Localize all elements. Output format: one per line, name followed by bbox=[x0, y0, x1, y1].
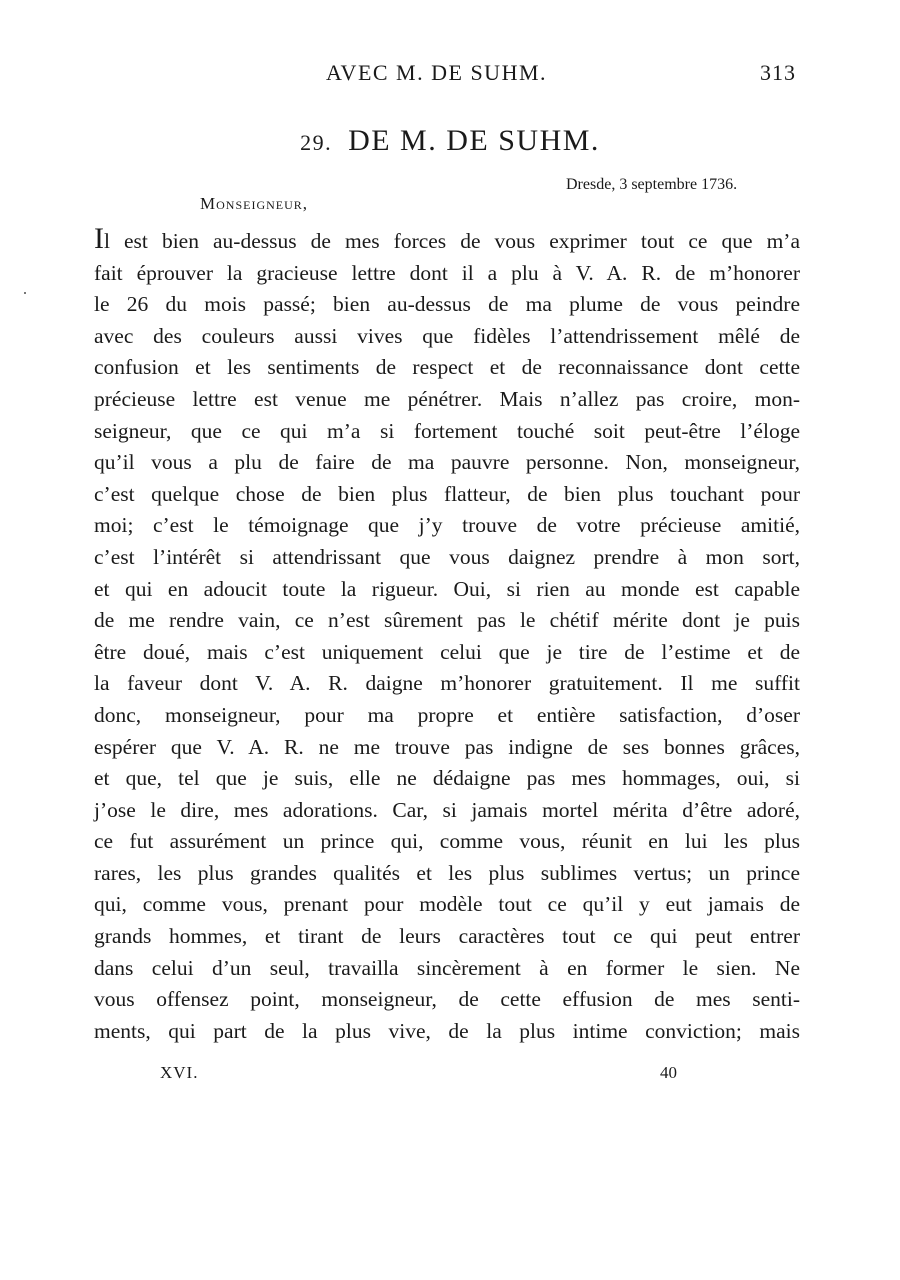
letter-heading bbox=[0, 124, 900, 158]
body-line-2: fait éprouver la gracieuse lettre dont il a plu à V. A. R. de m’honorer bbox=[94, 260, 800, 285]
body-line-11: c’est l’intérêt si attendrissant que vous daignez prendre à mon sort, bbox=[94, 544, 800, 569]
dropcap: I bbox=[94, 222, 104, 255]
body-line-18: et que, tel que je suis, elle ne dédaigne pas mes hommages, oui, si bbox=[94, 766, 800, 791]
body-line-9: c’est quelque chose de bien plus flatteur, de bien plus touchant pour bbox=[94, 481, 800, 506]
body-line-4: avec des couleurs aussi vives que fidèles l’attendrissement mêlé de bbox=[94, 323, 800, 348]
body-line-8: qu’il vous a plu de faire de ma pauvre personne. Non, monseigneur, bbox=[94, 450, 800, 475]
body-line-13: de me rendre vain, ce n’est sûrement pas le chétif mérite dont je puis bbox=[94, 608, 800, 633]
body-line-6: précieuse lettre est venue me pénétrer. Mais n’allez pas croire, mon- bbox=[94, 386, 800, 411]
body-line-20: ce fut assurément un prince qui, comme vous, réunit en lui les plus bbox=[94, 829, 800, 854]
body-line-1: Il est bien au-dessus de mes forces de vous exprimer tout ce que m’a bbox=[94, 222, 800, 255]
letter-number: 29. bbox=[300, 130, 333, 155]
signature-mark: XVI. bbox=[160, 1063, 199, 1082]
body-line-14: être doué, mais c’est uniquement celui que je tire de l’estime et de bbox=[94, 639, 800, 664]
body-line-26: ments, qui part de la plus vive, de la plus intime conviction; mais bbox=[94, 1018, 800, 1043]
dateline: Dresde, 3 septembre 1736. bbox=[566, 176, 738, 193]
page-number: 313 bbox=[760, 60, 796, 85]
page-footer bbox=[0, 1063, 900, 1089]
body-line-12: et qui en adoucit toute la rigueur. Oui, si rien au monde est capable bbox=[94, 576, 800, 601]
body-line-7: seigneur, que ce qui m’a si fortement touché soit peut-être l’éloge bbox=[94, 418, 800, 443]
letter-body bbox=[94, 222, 800, 1047]
body-line-24: dans celui d’un seul, travailla sincèrement à en former le sien. Ne bbox=[94, 955, 800, 980]
letter-title: DE M. DE SUHM. bbox=[348, 124, 600, 157]
running-head bbox=[0, 60, 900, 94]
sheet-number: 40 bbox=[660, 1063, 677, 1082]
margin-speck bbox=[24, 292, 26, 294]
body-line-17: espérer que V. A. R. ne me trouve pas indigne de ses bonnes grâces, bbox=[94, 734, 800, 759]
running-title: AVEC M. DE SUHM. bbox=[326, 60, 548, 85]
body-line-15: la faveur dont V. A. R. daigne m’honorer gratuitement. Il me suffit bbox=[94, 671, 800, 696]
body-line-19: j’ose le dire, mes adorations. Car, si jamais mortel mérita d’être adoré, bbox=[94, 797, 800, 822]
body-line-10: moi; c’est le témoignage que j’y trouve de votre précieuse amitié, bbox=[94, 513, 800, 538]
body-line-5: confusion et les sentiments de respect et de reconnaissance dont cette bbox=[94, 355, 800, 380]
body-line-23: grands hommes, et tirant de leurs caractères tout ce qui peut entrer bbox=[94, 924, 800, 949]
body-line-16: donc, monseigneur, pour ma propre et entière satisfaction, d’oser bbox=[94, 702, 800, 727]
body-line-21: rares, les plus grandes qualités et les plus sublimes vertus; un prince bbox=[94, 860, 800, 885]
body-line-3: le 26 du mois passé; bien au-dessus de ma plume de vous peindre bbox=[94, 292, 800, 317]
body-line-25: vous offensez point, monseigneur, de cette effusion de mes senti- bbox=[94, 987, 800, 1012]
salutation: Monseigneur, bbox=[200, 194, 309, 213]
body-line-22: qui, comme vous, prenant pour modèle tout ce qu’il y eut jamais de bbox=[94, 892, 800, 917]
